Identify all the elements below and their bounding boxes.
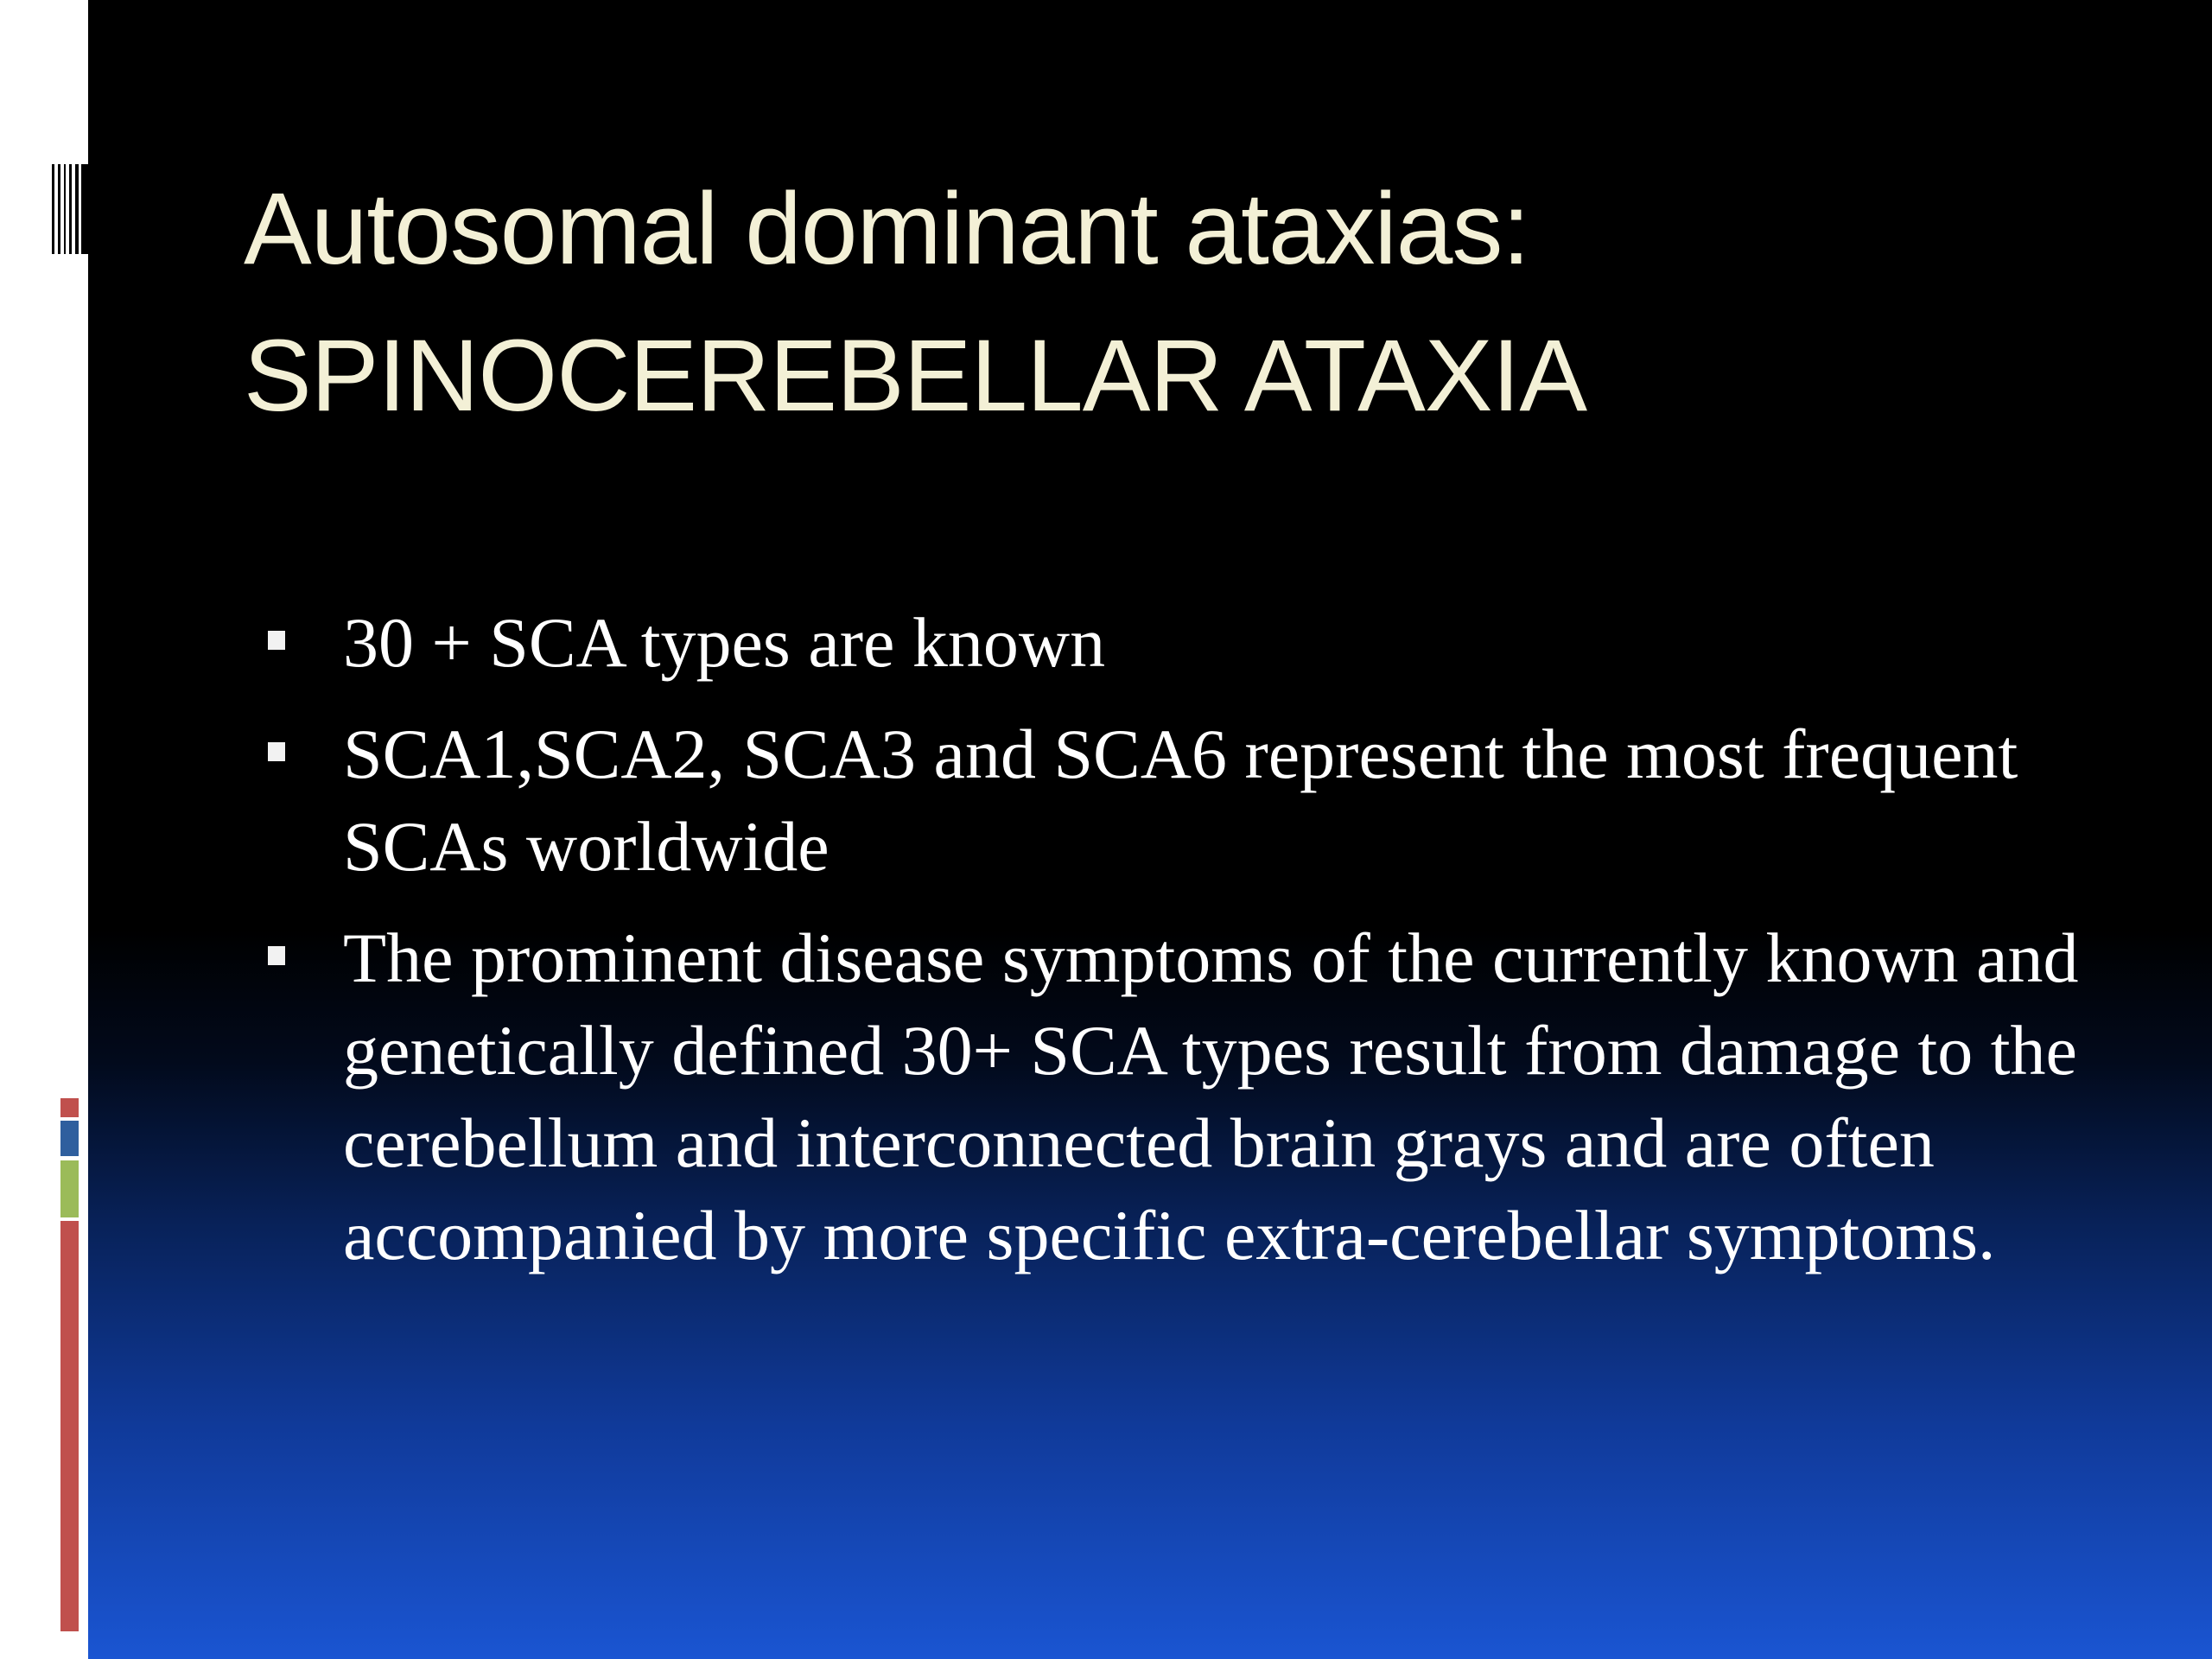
- decorative-bar-red-top: [60, 1098, 79, 1117]
- slide-title-line2: SPINOCEREBELLAR ATAXIA: [244, 319, 1587, 433]
- bullet-item: [259, 708, 2100, 893]
- decorative-bar-red-long: [60, 1221, 79, 1631]
- bullet-item: [259, 596, 2100, 689]
- bullet-text: 30 + SCA types are known: [343, 603, 1106, 682]
- bullet-item: [259, 912, 2100, 1281]
- decorative-stripes: [52, 164, 88, 254]
- decorative-bar-blue: [60, 1121, 79, 1156]
- bullet-list: [259, 596, 2100, 1300]
- square-bullet-icon: [268, 946, 285, 965]
- decorative-bar-green: [60, 1160, 79, 1217]
- slide-title: [244, 156, 2058, 449]
- bullet-text: The prominent disease symptoms of the currently known and genetically defined 30+ SCA types result from damage to the cerebellum and interconnected brain grays and are often accompanied by more specific extra-cerebellar symptoms.: [343, 918, 2079, 1274]
- bullet-text: SCA1,SCA2, SCA3 and SCA6 represent the most frequent SCAs worldwide: [343, 715, 2018, 886]
- slide-title-line1: Autosomal dominant ataxias:: [244, 172, 1530, 286]
- square-bullet-icon: [268, 742, 285, 761]
- square-bullet-icon: [268, 631, 285, 650]
